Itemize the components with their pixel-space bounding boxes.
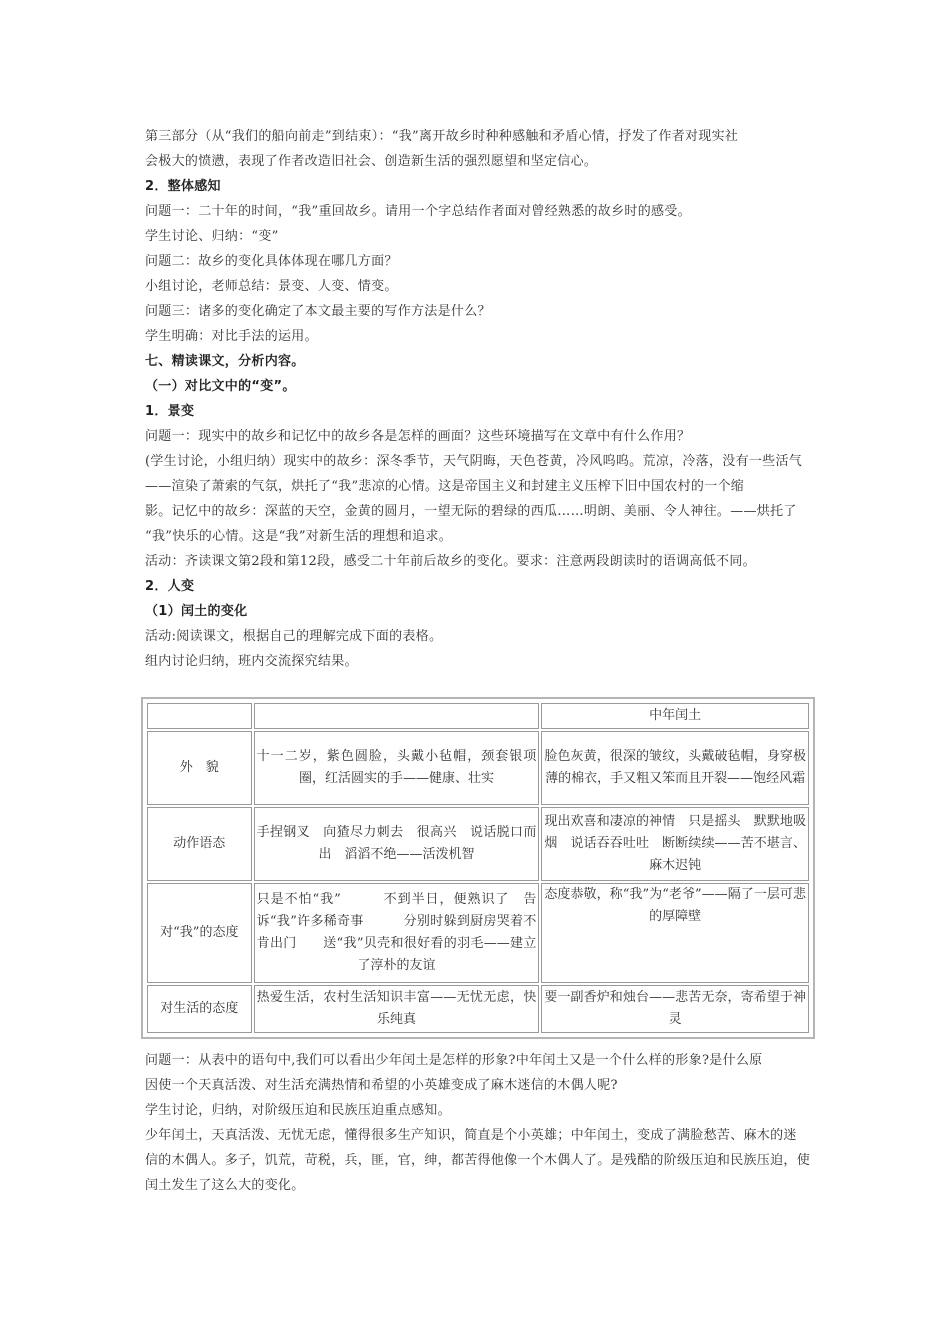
paragraph: 闰土发生了这么大的变化。 (145, 1178, 305, 1193)
section-heading: 1．景变 (145, 404, 195, 419)
row-label: 外 貌 (147, 731, 252, 805)
table-cell: 只是不怕“我” 不到半日，便熟识了 告诉“我”许多稀奇事 分别时躲到厨房哭着不肯出门 送“我”贝壳和很好看的羽毛——建立了淳朴的友谊 (254, 883, 540, 983)
paragraph: 活动:阅读课文，根据自己的理解完成下面的表格。 (145, 629, 443, 644)
paragraph: (学生讨论，小组归纳）现实中的故乡：深冬季节，天气阴晦，天色苍黄，冷风呜呜。荒凉，冷落，没有一些活气 (145, 454, 803, 469)
row-label: 对“我”的态度 (147, 883, 252, 983)
table-row (147, 731, 809, 805)
section-heading: （一）对比文中的“变”。 (145, 379, 296, 394)
section-heading: 2．整体感知 (145, 179, 221, 194)
paragraph: 问题一：现实中的故乡和记忆中的故乡各是怎样的画面？这些环境描写在文章中有什么作用？ (145, 429, 691, 444)
paragraph: 问题一：二十年的时间，“我”重回故乡。请用一个字总结作者面对曾经熟悉的故乡时的感受。 (145, 204, 691, 219)
table-cell: 热爱生活，农村生活知识丰富——无忧无虑，快乐纯真 (254, 985, 540, 1033)
table-header-cell: 中年闰土 (541, 703, 809, 729)
paragraph: “我”快乐的心情。这是“我”对新生活的理想和追求。 (145, 529, 453, 544)
paragraph: 问题三：诸多的变化确定了本文最主要的写作方法是什么？ (145, 304, 491, 319)
section-heading: 2．人变 (145, 579, 195, 594)
document-body (145, 124, 810, 674)
paragraph: ——渲染了萧索的气氛，烘托了“我”悲凉的心情。这是帝国主义和封建主义压榨下旧中国农村的一个缩 (145, 479, 745, 494)
paragraph: 学生讨论，归纳，对阶级压迫和民族压迫重点感知。 (145, 1103, 451, 1118)
paragraph: 学生讨论、归纳：“变” (145, 229, 279, 244)
paragraph: 小组讨论，老师总结：景变、人变、情变。 (145, 279, 398, 294)
section-heading: （1）闰土的变化 (145, 604, 248, 619)
table-header-cell (147, 703, 252, 729)
row-label: 动作语态 (147, 807, 252, 881)
table-row (147, 807, 809, 881)
table-row (147, 985, 809, 1033)
paragraph: 影。记忆中的故乡：深蓝的天空，金黄的圆月，一望无际的碧绿的西瓜……明朗、美丽、令人神往。——烘托了 (145, 504, 797, 519)
paragraph: 活动：齐读课文第2段和第12段，感受二十年前后故乡的变化。要求：注意两段朗读时的语调高低不同。 (145, 554, 756, 569)
table-cell: 十一二岁，紫色圆脸，头戴小毡帽，颈套银项圈，红活圆实的手——健康、壮实 (254, 731, 540, 805)
table-header-row (147, 703, 809, 729)
table-header-cell (254, 703, 540, 729)
paragraph: 会极大的愤懑，表现了作者改造旧社会、创造新生活的强烈愿望和坚定信心。 (145, 154, 598, 169)
paragraph: 信的木偶人。多子，饥荒，苛税，兵，匪，官，绅，都苦得他像一个木偶人了。是残酷的阶级压迫和民族压迫，使 (145, 1153, 811, 1168)
table-row (147, 883, 809, 983)
paragraph: 问题二：故乡的变化具体体现在哪几方面？ (145, 254, 398, 269)
table-cell: 态度恭敬，称“我”为“老爷”——隔了一层可悲的厚障壁 (541, 883, 809, 983)
paragraph: 因使一个天真活泼、对生活充满热情和希望的小英雄变成了麻木迷信的木偶人呢? (145, 1078, 618, 1093)
table-cell: 手捏钢叉 向猹尽力刺去 很高兴 说话脱口而出 滔滔不绝——活泼机智 (254, 807, 540, 881)
paragraph: 学生明确：对比手法的运用。 (145, 329, 318, 344)
table-cell: 要一副香炉和烛台——悲苦无奈，寄希望于神灵 (541, 985, 809, 1033)
paragraph: 少年闰土，天真活泼、无忧无虑，懂得很多生产知识，简直是个小英雄；中年闰土，变成了满脸愁苦、麻木的迷 (145, 1128, 797, 1143)
paragraph: 组内讨论归纳，班内交流探究结果。 (145, 654, 358, 669)
document-body-continued (145, 1048, 810, 1198)
comparison-table (141, 697, 815, 1039)
paragraph: 第三部分（从“我们的船向前走”到结束）：“我”离开故乡时种种感触和矛盾心情，抒发了作者对现实社 (145, 129, 739, 144)
row-label: 对生活的态度 (147, 985, 252, 1033)
paragraph: 问题一：从表中的语句中,我们可以看出少年闰土是怎样的形象?中年闰土又是一个什么样的形象?是什么原 (145, 1053, 763, 1068)
table-cell: 现出欢喜和凄凉的神情 只是摇头 默默地吸烟 说话吞吞吐吐 断断续续——苦不堪言、麻木迟钝 (541, 807, 809, 881)
table-cell: 脸色灰黄，很深的皱纹，头戴破毡帽，身穿极薄的棉衣，手又粗又笨而且开裂——饱经风霜 (541, 731, 809, 805)
section-heading: 七、精读课文，分析内容。 (145, 354, 305, 369)
